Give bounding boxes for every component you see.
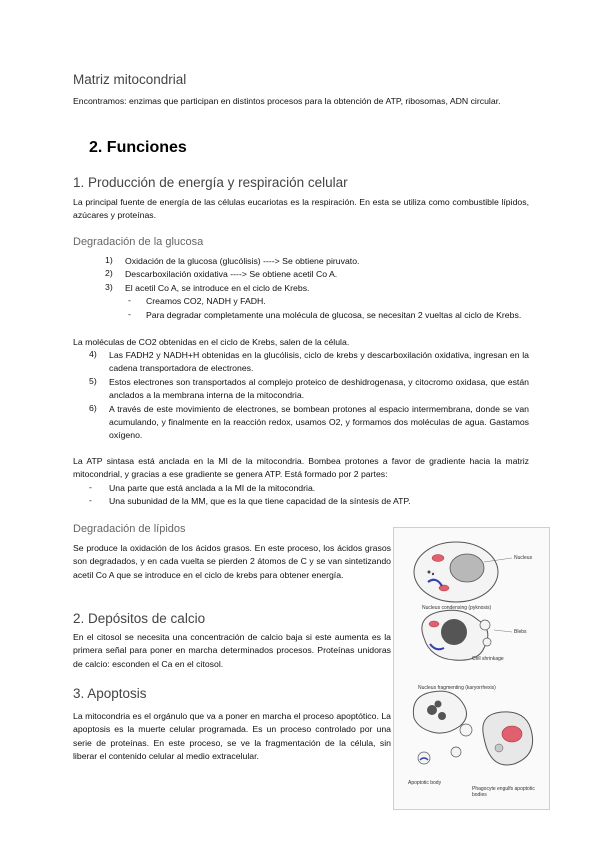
figure-label-shrinkage: Cell shrinkage	[472, 656, 504, 662]
apoptosis-paragraph: La mitocondria es el orgánulo que va a poner en marcha el proceso apoptótico. La apoptosis es la muerte celular programada. Es un proceso controlado por una serie de proteínas. En este proceso, se ve la fragmentación de la célula, sin liberar el contenido celular al medio extracelular.	[73, 711, 391, 762]
list-text: Estos electrones son transportados al complejo proteico de deshidrogenasa, y citocromo oxidasa, que están anclados a la membrana interna de la mitocondria.	[109, 376, 529, 401]
fragmenting-cell	[413, 691, 466, 733]
bleb	[483, 638, 491, 646]
bleb	[480, 620, 490, 630]
engulfed-body	[495, 744, 503, 752]
bullet-dash: -	[128, 295, 131, 306]
engulfed-body	[502, 726, 522, 742]
list-item	[73, 255, 529, 268]
matriz-paragraph: Encontramos: enzimas que participan en distintos procesos para la obtención de ATP, ribosomas, ADN circular.	[73, 96, 501, 106]
list-item	[73, 282, 529, 295]
calcio-paragraph: En el citosol se necesita una concentración de calcio baja si este aumenta es la primera señal para poner en marcha determinados procesos. Proteínas unidoras de calcio: esconden el Ca en el citosol.	[73, 632, 391, 669]
section-title-produccion: 1. Producción de energía y respiración celular	[73, 175, 348, 190]
granule	[432, 573, 434, 575]
list-item	[73, 376, 529, 403]
label-line	[494, 630, 512, 632]
list-number: 6)	[89, 402, 97, 413]
figure-label-body: Apoptotic body	[408, 780, 442, 786]
list-text: Oxidación de la glucosa (glucólisis) ----> Se obtiene piruvato.	[125, 256, 360, 266]
figure-label-phagocyte: Phagocyte engulfs apoptotic bodies	[472, 786, 535, 798]
list-text: Una subunidad de la MM, que es la que tiene capacidad de la síntesis de ATP.	[109, 496, 411, 507]
bullet-dash: -	[89, 495, 92, 506]
glucosa-steps2-list	[73, 349, 529, 443]
figure-label-fragmenting: Nucleus fragmenting (karyorrhexis)	[418, 685, 496, 691]
figure-label-nucleus: Nucleus	[514, 555, 533, 561]
atp-paragraph: La ATP sintasa está anclada en la MI de la mitocondria. Bombea protones a favor de gradiente hacia la matriz mitocondrial, y gracias a ese gradiente se genera ATP. Está formado por 2 partes:	[73, 456, 529, 480]
normal-nucleus	[450, 554, 484, 582]
co2-paragraph: La moléculas de CO2 obtenidas en el ciclo de Krebs, salen de la célula.	[73, 337, 350, 347]
list-item	[73, 268, 529, 281]
atp-parts-list	[73, 482, 529, 509]
nucleus-fragment	[435, 701, 442, 708]
list-number: 4)	[89, 349, 97, 359]
list-item	[73, 309, 529, 336]
list-item	[73, 482, 529, 495]
nucleus-fragment	[427, 705, 437, 715]
condensed-nucleus	[441, 619, 467, 645]
lipidos-paragraph: Se produce la oxidación de los ácidos grasos. En este proceso, los ácidos grasos son degradados, y en cada vuelta se pierden 2 átomos de C y se van sintetizando acetil Co A que se introduce en el ciclo de krebs para obtener energía.	[73, 543, 391, 580]
list-number: 1)	[105, 255, 113, 265]
list-text: Creamos CO2, NADH y FADH.	[146, 296, 266, 307]
list-text: Descarboxilación oxidativa ----> Se obtiene acetil Co A.	[125, 269, 338, 280]
nucleus-fragment	[438, 712, 446, 720]
mitochondrion	[432, 555, 444, 562]
list-text: Para degradar completamente una molécula de glucosa, se necesitan 2 vueltas al ciclo de Krebs.	[146, 309, 522, 320]
list-number: 2)	[105, 268, 113, 279]
section-title-calcio: 2. Depósitos de calcio	[73, 611, 206, 626]
produccion-paragraph: La principal fuente de energía de las células eucariotas es la respiración. En esta se utiliza como combustible lípidos, azúcares y proteínas.	[73, 197, 529, 221]
list-item	[73, 495, 529, 508]
apoptotic-body	[460, 724, 472, 736]
list-text: El acetil Co A, se introduce en el ciclo de Krebs.	[125, 282, 310, 293]
subsection-title-glucosa: Degradación de la glucosa	[73, 236, 204, 248]
list-item	[73, 403, 529, 443]
figure-label-blebs: Blebs	[514, 629, 527, 635]
mitochondrion	[439, 585, 449, 591]
list-text: Una parte que está anclada a la MI de la mitocondria.	[109, 483, 316, 493]
apoptotic-body	[451, 747, 461, 757]
list-item	[73, 295, 529, 308]
apoptosis-figure	[393, 527, 550, 810]
glucosa-steps-list	[73, 255, 529, 335]
bullet-dash: -	[89, 482, 92, 492]
heading-funciones: 2. Funciones	[89, 139, 187, 156]
list-number: 3)	[105, 281, 113, 292]
list-text: Las FADH2 y NADH+H obtenidas en la glucólisis, ciclo de krebs y descarboxilación oxidativa, ingresan en la cadena transportadora de electrones.	[109, 350, 529, 374]
subsection-title-lipidos: Degradación de lípidos	[73, 523, 186, 535]
granule	[428, 571, 431, 574]
figure-label-condensing: Nucleus condensing (pyknosis)	[422, 605, 492, 611]
bullet-dash: -	[128, 308, 131, 319]
list-item	[73, 349, 529, 376]
list-number: 5)	[89, 375, 97, 386]
section-title-matriz: Matriz mitocondrial	[73, 72, 187, 87]
apoptosis-illustration	[394, 528, 549, 809]
section-title-apoptosis: 3. Apoptosis	[73, 686, 147, 701]
list-text: A través de este movimiento de electrones, se bombean protones al espacio intermembrana, donde se van acumulando, y finalmente en la reacción redox, usamos O2, y formamos dos moléculas de agua. Gastamos oxígeno.	[109, 403, 529, 441]
mitochondrion	[429, 621, 439, 627]
